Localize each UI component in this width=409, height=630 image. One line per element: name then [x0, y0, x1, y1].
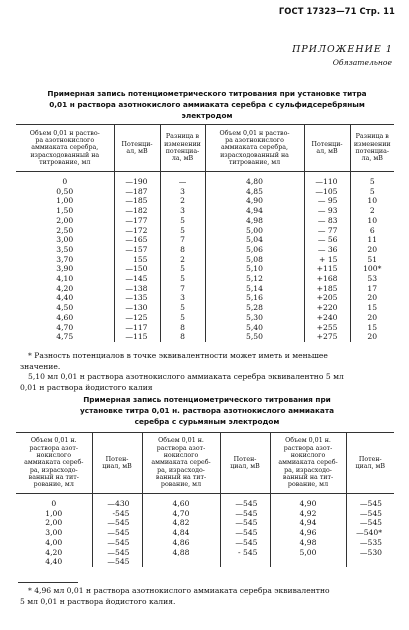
table-cell: +205: [304, 293, 350, 303]
table-cell: 1,50: [56, 206, 74, 216]
table-cell: —545: [346, 518, 394, 528]
table-cell: 4,88: [142, 548, 220, 558]
table-row: [16, 323, 394, 333]
table-cell: —545: [92, 518, 142, 528]
table-cell: +115: [304, 264, 350, 274]
header-cell: Объем 0,01 н. раствора азот- нокислого аммиаката сереб- ра, израсходо- ванный на тит- рование, мл: [16, 433, 92, 494]
table-cell: 2,50: [56, 225, 74, 235]
table-cell: 20: [350, 293, 394, 303]
table-cell: 5,30: [205, 313, 304, 323]
table-cell: 1,00: [45, 508, 63, 518]
table-cell: +220: [304, 303, 350, 313]
table-row: [16, 548, 394, 558]
table-cell: 4,20: [56, 283, 74, 293]
table-cell: 4,60: [56, 312, 74, 322]
header-cell: Объем 0,01 н. раствора азот- нокислого аммиаката сереб- ра, израсходо- ванный на тит- рование, мл: [270, 433, 346, 494]
table-cell: -545: [92, 509, 142, 519]
table-cell: —545: [92, 557, 142, 567]
table-cell: 5: [160, 313, 205, 323]
table-cell: 4,80: [205, 177, 304, 187]
table-cell: 5,12: [205, 274, 304, 284]
table1-title: [12, 88, 402, 121]
table-cell: 4,84: [142, 528, 220, 538]
table-cell: —182: [114, 206, 160, 216]
table-cell: 5: [160, 303, 205, 313]
table-cell: 0: [62, 177, 68, 186]
table-cell: 100*: [350, 264, 394, 274]
table-cell: 4,98: [270, 538, 346, 548]
table-cell: 2: [350, 206, 394, 216]
table-cell: —150: [114, 264, 160, 274]
appendix-subtitle: Обязательное: [332, 58, 392, 67]
header-cell: Потен- циал, мВ: [92, 433, 142, 494]
table-cell: — 95: [304, 196, 350, 206]
standard-header: ГОСТ 17323—71 Стр. 11: [278, 6, 395, 16]
table-row: [16, 245, 394, 255]
table-cell: 4,98: [205, 216, 304, 226]
table-header-row: [16, 125, 394, 172]
table-cell: 5: [160, 216, 205, 226]
table-cell: 5: [160, 274, 205, 284]
table-row: [16, 177, 394, 187]
table-cell: 8: [160, 245, 205, 255]
table-cell: 4,10: [56, 274, 74, 284]
footnote-line: * 4,96 мл 0,01 н раствора азотнокислого аммиаката серебра эквивалентно: [28, 586, 330, 595]
table-cell: [220, 557, 270, 567]
table-cell: —145: [114, 274, 160, 284]
table-cell: 5,10: [205, 264, 304, 274]
table1-title-line: Примерная запись потенциометрического титрования при установке титра: [47, 89, 367, 98]
table-cell: —545: [220, 528, 270, 538]
table-row: [16, 528, 394, 538]
table-row: [16, 187, 394, 197]
table-row: [16, 274, 394, 284]
table-cell: 4,94: [270, 518, 346, 528]
table2-footnote: [20, 586, 390, 607]
table-header-row: [16, 433, 394, 494]
table-cell: —138: [114, 284, 160, 294]
header-cell: Разница в изменении потенциа- ла, мВ: [350, 125, 394, 172]
table-cell: 4,94: [205, 206, 304, 216]
table-cell: 4,92: [270, 509, 346, 519]
table-cell: 20: [350, 313, 394, 323]
table-cell: 15: [350, 303, 394, 313]
table-cell: 155: [114, 255, 160, 265]
table-cell: —545: [92, 528, 142, 538]
table-cell: 0,50: [56, 186, 74, 196]
table-cell: —187: [114, 187, 160, 197]
table-cell: —190: [114, 177, 160, 187]
footnote-line: 0,01 н раствора йодистого калия: [20, 382, 153, 392]
table-cell: — 77: [304, 226, 350, 236]
table-cell: — 36: [304, 245, 350, 255]
table-cell: —535: [346, 538, 394, 548]
table-cell: 4,90: [205, 196, 304, 206]
table-cell: —185: [114, 196, 160, 206]
header-cell: Потен- циал, мВ: [346, 433, 394, 494]
table-cell: 4,70: [142, 509, 220, 519]
table-cell: —545: [346, 509, 394, 519]
footnote-line: значение.: [20, 361, 61, 371]
table2-title: [12, 394, 402, 427]
table-cell: 7: [160, 284, 205, 294]
table-cell: —540*: [346, 528, 394, 538]
table-cell: 7: [160, 235, 205, 245]
table-cell: 2,00: [56, 215, 74, 225]
footnote-line: * Разность потенциалов в точке эквивалентности может иметь и меньшее: [28, 351, 328, 360]
table-cell: 3,00: [45, 528, 63, 538]
table-cell: 4,86: [142, 538, 220, 548]
table-cell: 2: [160, 255, 205, 265]
table1-footnote: [20, 351, 390, 393]
table-cell: —545: [220, 509, 270, 519]
table-cell: 5,00: [270, 548, 346, 558]
table-cell: —135: [114, 293, 160, 303]
table-cell: +240: [304, 313, 350, 323]
table-cell: 5,14: [205, 284, 304, 294]
table-cell: 15: [350, 323, 394, 333]
table-cell: —545: [346, 499, 394, 509]
table-cell: 5,40: [205, 323, 304, 333]
table-cell: —: [160, 177, 205, 187]
table-cell: —117: [114, 323, 160, 333]
table2-title-line: установке титра 0,01 н. раствора азотнокислого аммиаката: [79, 406, 335, 415]
table-cell: 5,28: [205, 303, 304, 313]
table-cell: —545: [92, 548, 142, 558]
table-cell: —130: [114, 303, 160, 313]
table-cell: 4,90: [270, 499, 346, 509]
table-cell: —110: [304, 177, 350, 187]
table-cell: 5,00: [205, 226, 304, 236]
table-cell: 4,00: [45, 537, 63, 547]
table-row: [16, 313, 394, 323]
table-cell: +185: [304, 284, 350, 294]
table-cell: —157: [114, 245, 160, 255]
header-cell: Потенци- ал, мВ: [114, 125, 160, 172]
table-cell: 4,82: [142, 518, 220, 528]
table1-title-line: 0,01 н раствора азотнокислого аммиаката серебра с сульфидсеребряным: [49, 100, 365, 109]
table-row: [16, 557, 394, 567]
header-cell: Объем 0,01 н раство- ра азотнокислого аммиаката серебра, израсходованный на титрование, мл: [205, 125, 304, 172]
header-cell: Объем 0,01 н. раствора азот- нокислого аммиаката сереб- ра, израсходо- ванный на тит- рование, мл: [142, 433, 220, 494]
titration-table-2: [16, 432, 394, 567]
table-cell: 4,85: [205, 187, 304, 197]
table-row: [16, 332, 394, 342]
table-row: [16, 518, 394, 528]
header-cell: Потен- циал, мВ: [220, 433, 270, 494]
table-cell: — 93: [304, 206, 350, 216]
table-cell: 2: [160, 196, 205, 206]
footnote-line: 5,10 мл 0,01 н раствора азотнокислого аммиаката серебра эквивалентно 5 мл: [28, 372, 344, 381]
table-cell: +168: [304, 274, 350, 284]
table-cell: 3: [160, 187, 205, 197]
table-row: [16, 284, 394, 294]
table-cell: 3: [160, 206, 205, 216]
table-cell: 4,40: [56, 293, 74, 303]
table-cell: 10: [350, 196, 394, 206]
table2-title-line: серебра с сурьмяным электродом: [134, 417, 280, 426]
table-cell: 3: [160, 293, 205, 303]
table-cell: 5,06: [205, 245, 304, 255]
table-row: [16, 293, 394, 303]
table-cell: +255: [304, 323, 350, 333]
table-cell: —125: [114, 313, 160, 323]
table-cell: —165: [114, 235, 160, 245]
table-cell: 4,20: [45, 547, 63, 557]
table-cell: —530: [346, 548, 394, 558]
table-cell: 3,50: [56, 244, 74, 254]
titration-table-1: [16, 124, 394, 342]
table-cell: +275: [304, 332, 350, 342]
table-cell: + 15: [304, 255, 350, 265]
table-cell: 51: [350, 255, 394, 265]
table-cell: —545: [220, 499, 270, 509]
table-cell: 17: [350, 284, 394, 294]
table-cell: 1,00: [56, 196, 74, 206]
table-cell: 3,90: [56, 264, 74, 274]
table-cell: 5: [350, 187, 394, 197]
table-cell: 5,04: [205, 235, 304, 245]
table-row: [16, 216, 394, 226]
footnote-line: 5 мл 0,01 н раствора йодистого калия.: [20, 596, 176, 606]
table-cell: —545: [92, 538, 142, 548]
table-cell: —105: [304, 187, 350, 197]
table-cell: [142, 557, 220, 567]
table-cell: 3,70: [56, 254, 74, 264]
table-cell: 5,50: [205, 332, 304, 342]
table1-title-line: электродом: [181, 111, 233, 120]
table-cell: 4,70: [56, 322, 74, 332]
table-row: [16, 303, 394, 313]
table-cell: —545: [220, 538, 270, 548]
table-cell: — 56: [304, 235, 350, 245]
table-cell: 20: [350, 245, 394, 255]
table-row: [16, 226, 394, 236]
table-cell: —430: [92, 499, 142, 509]
table-cell: —115: [114, 332, 160, 342]
table-cell: [346, 557, 394, 567]
table-row: [16, 264, 394, 274]
table-cell: 4,60: [142, 499, 220, 509]
table-row: [16, 509, 394, 519]
table-row: [16, 255, 394, 265]
table-cell: 4,96: [270, 528, 346, 538]
table-cell: 5,08: [205, 255, 304, 265]
table-cell: 4,50: [56, 303, 74, 313]
table-cell: 0: [51, 499, 57, 508]
table-cell: 11: [350, 235, 394, 245]
table-cell: —177: [114, 216, 160, 226]
table-cell: 5: [160, 226, 205, 236]
table-cell: 2,00: [45, 518, 63, 528]
table-cell: — 83: [304, 216, 350, 226]
table-cell: 53: [350, 274, 394, 284]
table-cell: 5: [160, 264, 205, 274]
table-cell: 8: [160, 323, 205, 333]
table-row: [16, 206, 394, 216]
table-cell: 4,40: [45, 557, 63, 567]
table-row: [16, 196, 394, 206]
table-cell: 5,16: [205, 293, 304, 303]
table-row: [16, 538, 394, 548]
table-cell: 20: [350, 332, 394, 342]
table-cell: - 545: [220, 548, 270, 558]
table-cell: —545: [220, 518, 270, 528]
header-cell: Разница в изменении потенциа- ла, мВ: [160, 125, 205, 172]
table-cell: 6: [350, 226, 394, 236]
table-row: [16, 235, 394, 245]
footnote-rule: [18, 582, 78, 583]
table-cell: 5: [350, 177, 394, 187]
table-cell: [270, 557, 346, 567]
table-cell: —172: [114, 226, 160, 236]
table-cell: 3,00: [56, 235, 74, 245]
header-cell: Потенци- ал, мВ: [304, 125, 350, 172]
table2-title-line: Примерная запись потенциометрического титрования при: [83, 395, 331, 404]
table-cell: 4,75: [56, 332, 74, 342]
table-cell: 10: [350, 216, 394, 226]
table-row: [16, 499, 394, 509]
table-cell: 8: [160, 332, 205, 342]
header-cell: Объем 0,01 н раство- ра азотнокислого аммиаката серебра, израсходованный на титрование, мл: [16, 125, 114, 172]
appendix-title: ПРИЛОЖЕНИЕ 1: [292, 44, 393, 55]
